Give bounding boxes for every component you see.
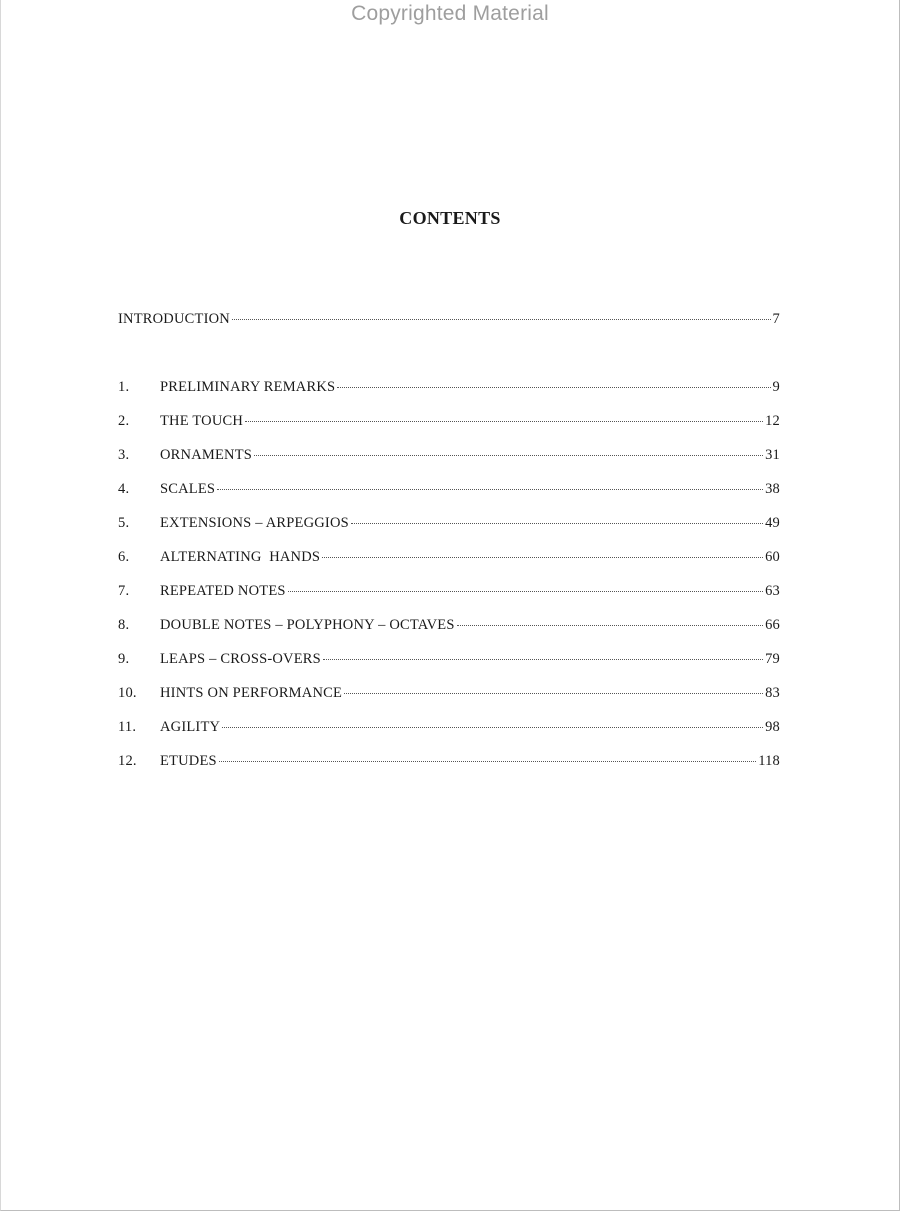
toc-entry-page: 98: [765, 719, 780, 735]
dot-leader: [288, 591, 763, 592]
toc-entry-chapter-5[interactable]: [118, 515, 780, 537]
toc-entry-page: 118: [758, 753, 780, 769]
toc-entry-label: SCALES: [160, 481, 216, 497]
toc-entry-label: THE TOUCH: [160, 413, 244, 429]
toc-entry-chapter-1[interactable]: [118, 379, 780, 401]
toc-entry-label: PRELIMINARY REMARKS: [160, 379, 336, 395]
toc-entry-introduction[interactable]: [118, 311, 780, 333]
toc-entry-label: DOUBLE NOTES – POLYPHONY – OCTAVES: [160, 617, 455, 633]
toc-entry-chapter-10[interactable]: [118, 685, 780, 707]
toc-entry-number: 8.: [118, 617, 130, 633]
toc-entry-label: EXTENSIONS – ARPEGGIOS: [160, 515, 349, 531]
toc-entry-number: 7.: [118, 583, 130, 599]
toc-entry-page: 60: [765, 549, 780, 565]
dot-leader: [351, 523, 763, 524]
toc-entry-chapter-12[interactable]: [118, 753, 780, 775]
toc-entry-number: 9.: [118, 651, 130, 667]
toc-entry-page: 49: [765, 515, 780, 531]
toc-entry-page: 79: [765, 651, 780, 667]
toc-entry-number: 4.: [118, 481, 130, 497]
toc-entry-page: 38: [765, 481, 780, 497]
dot-leader: [323, 659, 763, 660]
dot-leader: [217, 489, 763, 490]
dot-leader: [322, 557, 763, 558]
toc-entry-label: ALTERNATING HANDS: [160, 549, 321, 565]
dot-leader: [245, 421, 763, 422]
dot-leader: [219, 761, 756, 762]
toc-entry-chapter-4[interactable]: [118, 481, 780, 503]
dot-leader: [232, 319, 771, 320]
toc-entry-label: REPEATED NOTES: [160, 583, 286, 599]
toc-entry-chapter-6[interactable]: [118, 549, 780, 571]
dot-leader: [457, 625, 763, 626]
toc-entry-label: AGILITY: [160, 719, 221, 735]
toc-entry-page: 83: [765, 685, 780, 701]
toc-entry-number: 5.: [118, 515, 130, 531]
dot-leader: [254, 455, 763, 456]
toc-entry-number: 6.: [118, 549, 130, 565]
toc-entry-page: 9: [772, 379, 780, 395]
toc-entry-label: ORNAMENTS: [160, 447, 253, 463]
toc-entry-label: INTRODUCTION: [118, 311, 230, 327]
toc-entry-page: 31: [765, 447, 780, 463]
toc-entry-label: ETUDES: [160, 753, 217, 769]
toc-entry-number: 2.: [118, 413, 130, 429]
page-title: CONTENTS: [399, 208, 501, 228]
toc-entry-chapter-3[interactable]: [118, 447, 780, 469]
toc-entry-page: 63: [765, 583, 780, 599]
dot-leader: [337, 387, 770, 388]
toc-entry-chapter-8[interactable]: [118, 617, 780, 639]
toc-entry-page: 12: [765, 413, 780, 429]
toc-entry-number: 12.: [118, 753, 137, 769]
toc-entry-page: 7: [772, 311, 780, 327]
toc-entry-number: 11.: [118, 719, 137, 735]
toc-entry-label: HINTS ON PERFORMANCE: [160, 685, 343, 701]
toc-entry-number: 1.: [118, 379, 130, 395]
toc-entry-chapter-2[interactable]: [118, 413, 780, 435]
toc-entry-page: 66: [765, 617, 780, 633]
toc-entry-chapter-7[interactable]: [118, 583, 780, 605]
watermark: Copyrighted Material: [351, 2, 549, 25]
dot-leader: [222, 727, 763, 728]
toc-entry-number: 10.: [118, 685, 137, 701]
toc-entry-label: LEAPS – CROSS-OVERS: [160, 651, 321, 667]
toc-entry-chapter-11[interactable]: [118, 719, 780, 741]
toc-entry-number: 3.: [118, 447, 130, 463]
dot-leader: [344, 693, 763, 694]
toc-entry-chapter-9[interactable]: [118, 651, 780, 673]
